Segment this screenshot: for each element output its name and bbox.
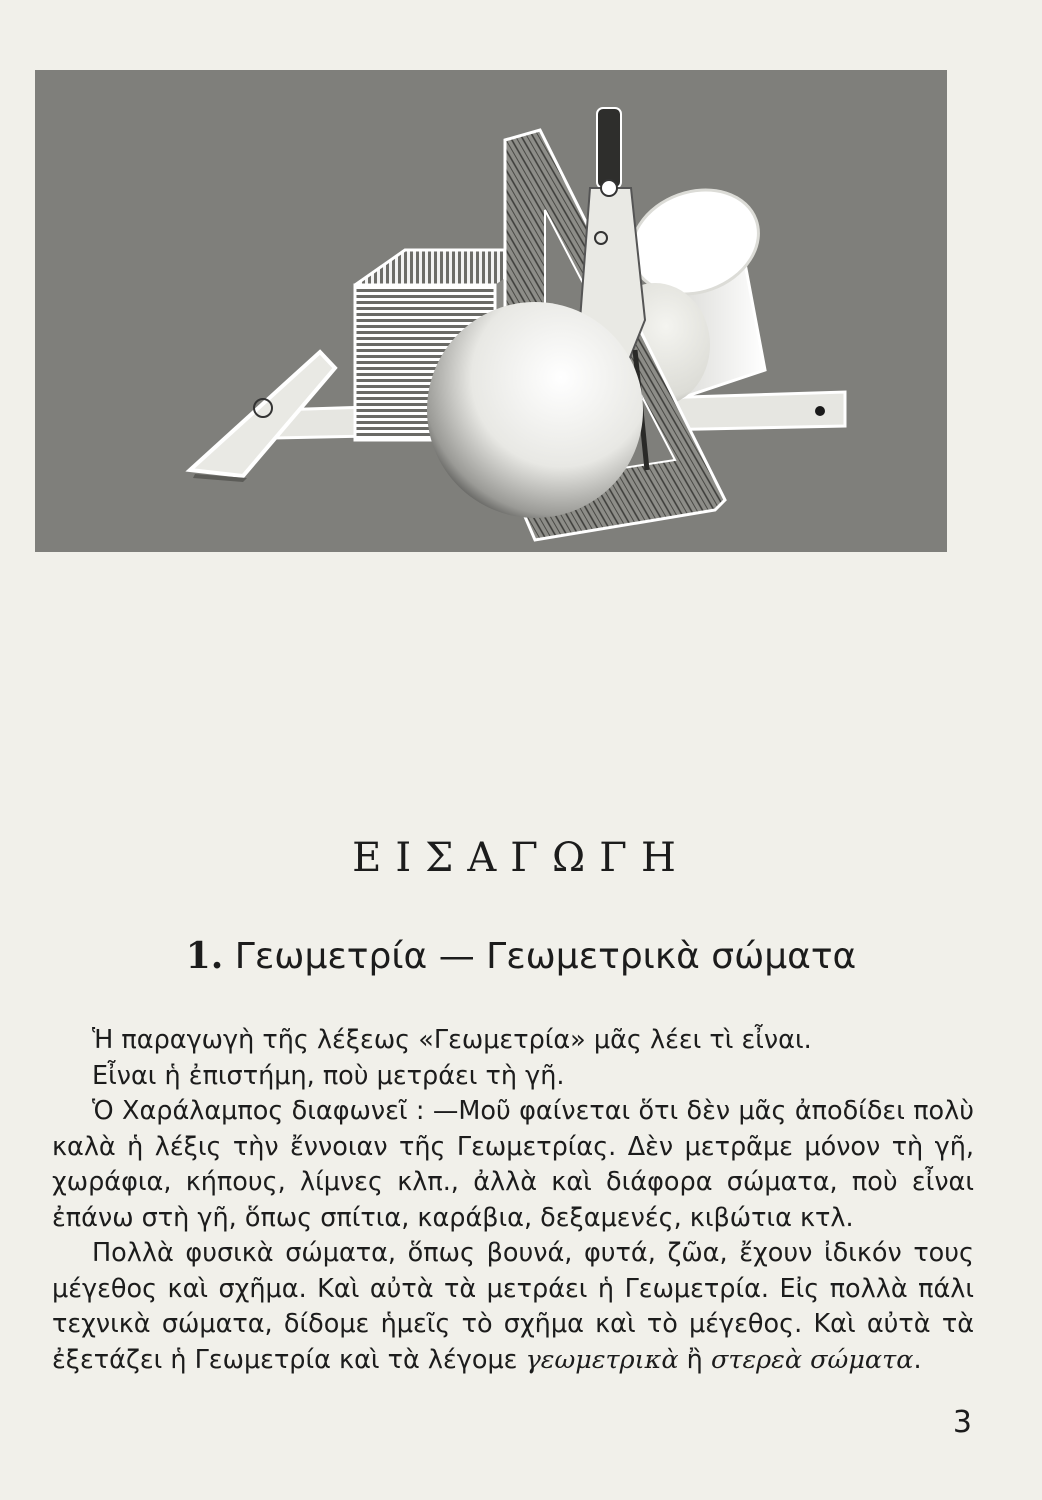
body-text — [52, 1023, 974, 1378]
section-title-text: Γεωμετρία — Γεωμετρικὰ σώματα — [234, 936, 857, 977]
chapter-heading: ΕΙΣΑΓΩΓΗ — [352, 835, 690, 881]
section-number: 1. — [185, 935, 224, 977]
section-title — [0, 935, 1042, 977]
page-number: 3 — [952, 1405, 972, 1440]
geometric-solids-illustration-icon — [35, 70, 947, 552]
paragraph-text: Πολλὰ φυσικὰ σώματα, ὅπως βουνά, φυτά, ζῶα, ἔχουν ἰδικόν τους μέγεθος καὶ σχῆμα. Καὶ αὐτὰ τὰ μετράει ἡ Γεωμετρία. Εἰς πολλὰ πάλι τεχνικὰ σώματα, δίδομε ἡμεῖς τὸ σχῆμα καὶ τὸ μέγεθος. Καὶ αὐτὰ τὰ ἐξετάζει ἡ Γεωμετρία καὶ τὰ λέγομε — [52, 1238, 974, 1375]
paragraph-text: . — [913, 1344, 922, 1375]
paragraph: Ἡ παραγωγὴ τῆς λέξεως «Γεωμετρία» μᾶς λέει τὶ εἶναι. — [92, 1025, 812, 1055]
italic-term: γεωμετρικὰ — [525, 1344, 679, 1375]
italic-term: στερεὰ σώματα — [710, 1344, 914, 1375]
illustration — [35, 70, 947, 552]
paragraph-text: ἢ — [678, 1344, 711, 1375]
paragraph: Εἶναι ἡ ἐπιστήμη, ποὺ μετράει τὴ γῆ. — [92, 1060, 565, 1091]
paragraph — [52, 1236, 974, 1378]
sphere-shape — [427, 302, 643, 518]
paragraph: Ὁ Χαράλαμπος διαφωνεῖ : —Μοῦ φαίνεται ὅτι δὲν μᾶς ἀποδίδει πολὺ καλὰ ἡ λέξις τὴν ἔννοιαν τῆς Γεωμετρίας. Δὲν μετρᾶμε μόνον τὴ γῆ, χωράφια, κήπους, λίμνες κλπ., ἀλλὰ καὶ διάφορα σώματα, ποὺ εἶναι ἐπάνω στὴ γῆ, ὅπως σπίτια, καράβια, δεξαμενές, κιβώτια κτλ. — [52, 1096, 974, 1233]
